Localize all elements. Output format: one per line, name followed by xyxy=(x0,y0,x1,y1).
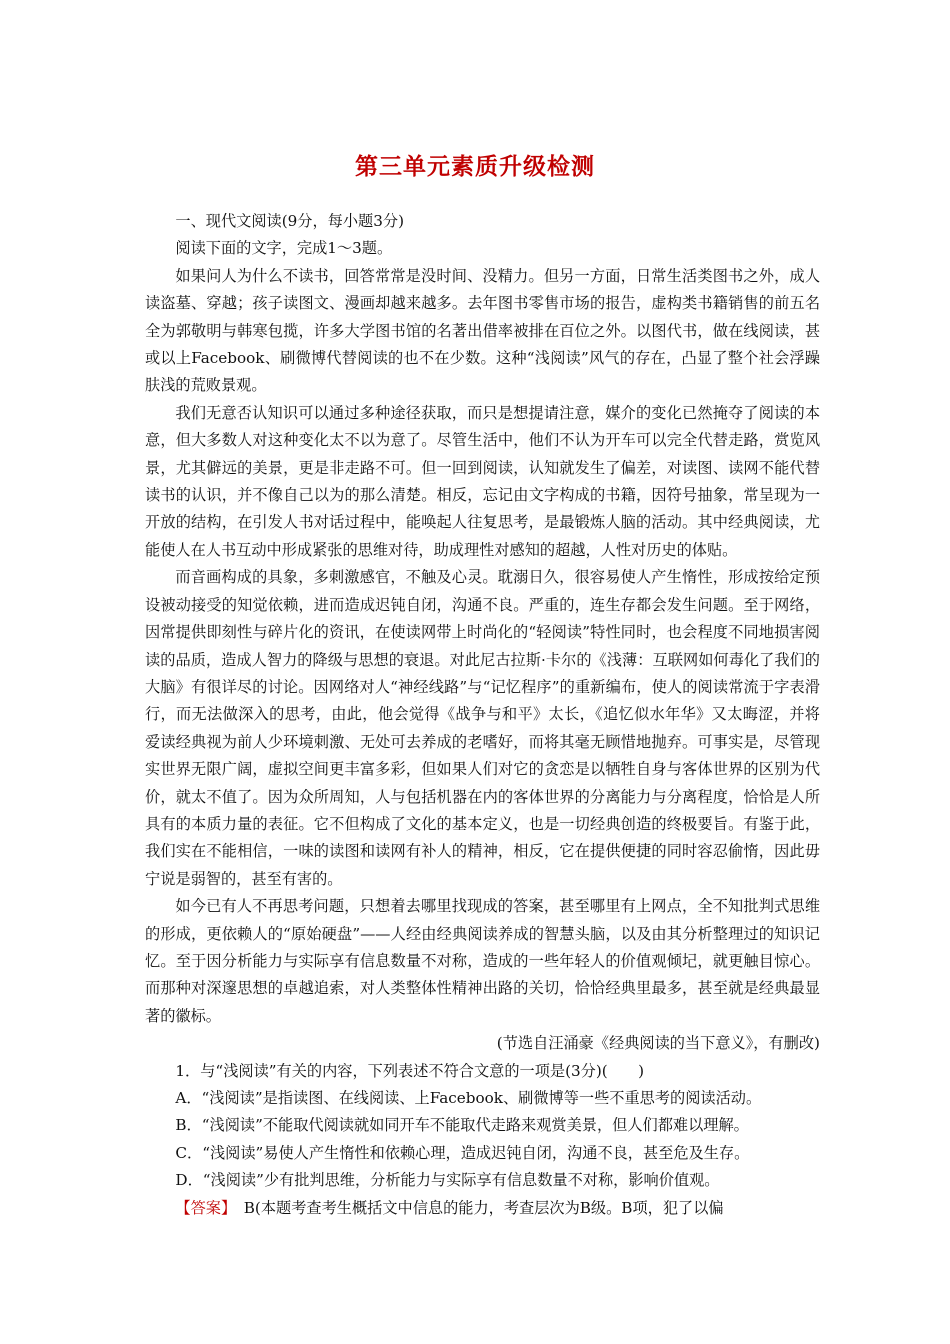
answer-text: B(本题考查考生概括文中信息的能力，考查层次为B级。B项，犯了以偏 xyxy=(228,1198,724,1217)
option-d: D．“浅阅读”少有批判思维，分析能力与实际享有信息数量不对称，影响价值观。 xyxy=(175,1171,720,1190)
page-title: 第三单元素质升级检测 xyxy=(355,153,595,180)
answer-tag: 【答案】 xyxy=(175,1198,229,1217)
section-heading: 一、现代文阅读(9分，每小题3分) xyxy=(175,212,405,230)
instruction: 阅读下面的文字，完成1～3题。 xyxy=(175,239,393,258)
option-a: A．“浅阅读”是指读图、在线阅读、上Facebook、刷微博等一些不重思考的阅读活动。 xyxy=(175,1089,762,1107)
passage-paragraph: 我们无意否认知识可以通过多种途径获取，而只是想提请注意，媒介的变化已然掩夺了阅读的本意，但大多数人对这种变化太不以为意了。尽管生活中，他们不认为开车可以完全代替走路，赏览风景，尤其僻远的美景，更是非走路不可。但一回到阅读，认知就发生了偏差，对读图、读网不能代替读书的认识，并不像自己以为的那么清楚。相反，忘记由文字构成的书籍，因符号抽象，常呈现为一开放的结构，在引发人书对话过程中，能唤起人往复思考，是最锻炼人脑的活动。其中经典阅读，尤能使人在人书互动中形成紧张的思维对待，助成理性对感知的超越，人性对历史的体贴。 xyxy=(145,403,820,559)
passage-paragraph: 而音画构成的具象，多刺激感官，不触及心灵。耽溺日久，很容易使人产生惰性，形成按给定预设被动接受的知觉依赖，进而造成迟钝自闭，沟通不良。严重的，连生存都会发生问题。至于网络，因常提供即刻性与碎片化的资讯，在使读网带上时尚化的“轻阅读”特性同时，也会程度不同地损害阅读的品质，造成人智力的降级与思想的衰退。对此尼古拉斯·卡尔的《浅薄：互联网如何毒化了我们的大脑》有很详尽的讨论。因网络对人“神经线路”与“记忆程序”的重新编布，使人的阅读常流于字表滑行，而无法做深入的思考，由此，他会觉得《战争与和平》太长，《追忆似水年华》又太晦涩，并将爱读经典视为前人少环境刺激、无处可去养成的老嗜好，而将其毫无顾惜地抛弃。可事实是，尽管现实世界无限广阔，虚拟空间更丰富多彩，但如果人们对它的贪恋是以牺牲自身与客体世界的区别为代价，就太不值了。因为众所周知，人与包括机器在内的客体世界的分离能力与分离程度，恰恰是人所具有的本质力量的表征。它不但构成了文化的基本定义，也是一切经典创造的终极要旨。有鉴于此，我们实在不能相信，一味的读图和读网有补人的精神，相反，它在提供便捷的同时容忍偷惰，因此毋宁说是弱智的，甚至有害的。 xyxy=(145,568,820,888)
option-c: C．“浅阅读”易使人产生惰性和依赖心理，造成迟钝自闭，沟通不良，甚至危及生存。 xyxy=(175,1143,750,1162)
passage-paragraph: 如今已有人不再思考问题，只想着去哪里找现成的答案，甚至哪里有上网点，全不知批判式思维的形成，更依赖人的“原始硬盘”——人经由经典阅读养成的智慧头脑，以及由其分析整理过的知识记忆。至于因分析能力与实际享有信息数量不对称，造成的一些年轻人的价值观倾圮，就更触目惊心。而那种对深邃思想的卓越追索，对人类整体性精神出路的关切，恰恰经典里最多，甚至就是经典最显著的徽标。 xyxy=(145,897,820,1025)
option-b: B．“浅阅读”不能取代阅读就如同开车不能取代走路来观赏美景，但人们都难以理解。 xyxy=(175,1116,749,1135)
question-stem: 1．与“浅阅读”有关的内容，下列表述不符合文意的一项是(3分)( ) xyxy=(175,1061,645,1080)
passage-source: (节选自汪涌豪《经典阅读的当下意义》，有删改) xyxy=(496,1034,820,1053)
answer-line xyxy=(145,1195,820,1222)
passage-paragraph: 如果问人为什么不读书，回答常常是没时间、没精力。但另一方面，日常生活类图书之外，成人读盗墓、穿越；孩子读图文、漫画却越来越多。去年图书零售市场的报告，虚构类书籍销售的前五名全为郭敬明与韩寒包揽，许多大学图书馆的名著出借率被排在百位之外。以图代书，做在线阅读，甚或以上Facebook、刷微博代替阅读的也不在少数。这种“浅阅读”风气的存在，凸显了整个社会浮躁肤浅的荒败景观。 xyxy=(145,266,820,395)
document-body xyxy=(145,208,820,1222)
